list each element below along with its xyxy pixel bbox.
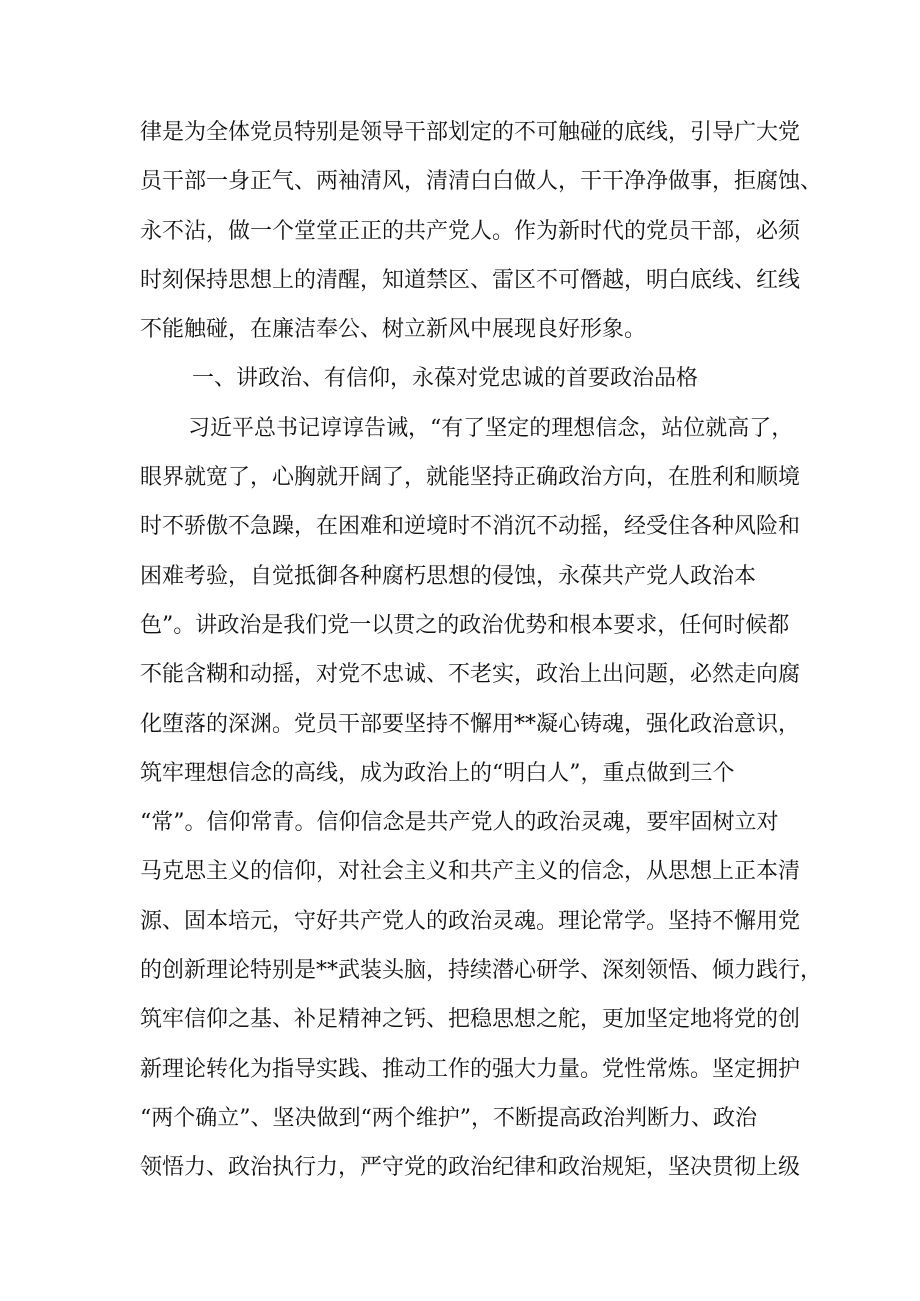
- section-heading: 一、讲政治、有信仰，永葆对党忠诚的首要政治品格: [192, 366, 699, 392]
- text-line: 律是为全体党员特别是领导干部划定的不可触碰的底线，引导广大党: [140, 120, 801, 145]
- text-line: 永不沾，做一个堂堂正正的共产党人。作为新时代的党员干部，必须: [140, 218, 801, 244]
- text-line: 时不骄傲不急躁，在困难和逆境时不消沉不动摇，经受住各种风险和: [140, 514, 801, 540]
- text-line: 马克思主义的信仰，对社会主义和共产主义的信念，从思想上正本清: [140, 859, 801, 885]
- text-line: 眼界就宽了，心胸就开阔了，就能坚持正确政治方向，在胜利和顺境: [140, 465, 801, 491]
- text-line: “两个确立”、坚决做到“两个维护”，不断提高政治判断力、政治: [140, 1105, 757, 1131]
- text-line: 筑牢信仰之基、补足精神之钙、把稳思想之舵，更加坚定地将党的创: [140, 1007, 801, 1033]
- text-line: 化堕落的深渊。党员干部要坚持不懈用**凝心铸魂，强化政治意识，: [140, 711, 801, 737]
- text-line: 不能触碰，在廉洁奉公、树立新风中展现良好形象。: [140, 317, 647, 343]
- text-line: “常”。信仰常青。信仰信念是共产党人的政治灵魂，要牢固树立对: [140, 810, 779, 836]
- text-line: 新理论转化为指导实践、推动工作的强大力量。党性常炼。坚定拥护: [140, 1056, 801, 1082]
- text-line: 源、固本培元，守好共产党人的政治灵魂。理论常学。坚持不懈用党: [140, 908, 801, 934]
- text-line: 的创新理论特别是**武装头脑，持续潜心研学、深刻领悟、倾力践行，: [140, 958, 823, 984]
- text-line: 困难考验，自觉抵御各种腐朽思想的侵蚀，永葆共产党人政治本: [140, 563, 757, 589]
- text-line: 时刻保持思想上的清醒，知道禁区、雷区不可僭越，明白底线、红线: [140, 267, 801, 293]
- text-line: 不能含糊和动摇，对党不忠诚、不老实，政治上出问题，必然走向腐: [140, 662, 801, 688]
- paragraph-first-line: 习近平总书记谆谆告诫，“有了坚定的理想信念，站位就高了，: [188, 415, 794, 441]
- text-line: 员干部一身正气、两袖清风，清清白白做人，干干净净做事，拒腐蚀、: [140, 169, 823, 195]
- text-line: 色”。讲政治是我们党一以贯之的政治优势和根本要求，任何时候都: [140, 612, 790, 638]
- text-line: 领悟力、政治执行力，严守党的政治纪律和政治规矩，坚决贯彻上级: [140, 1155, 801, 1181]
- document-body: [140, 108, 823, 1193]
- text-line: 筑牢理想信念的高线，成为政治上的“明白人”，重点做到三个: [140, 760, 735, 786]
